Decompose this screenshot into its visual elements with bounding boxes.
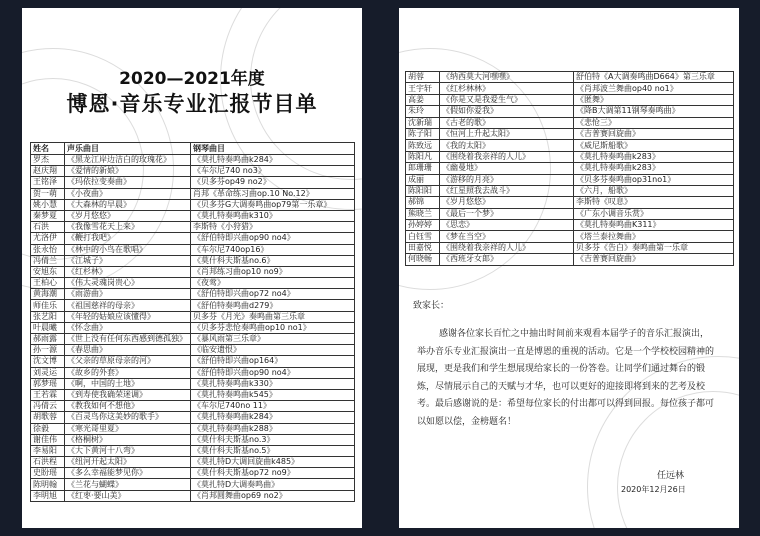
table-row [406,106,734,117]
letter-body: 感谢各位家长百忙之中抽出时间前来观看本届学子的音乐汇报演出，举办音乐专业汇报演出一直是博恩的重视的活动。它是一个学校校园精神的展现，更是我们和学生想展现给家长的一份答卷。让同学们通过舞台的锻炼，尽情展示自己的天赋与才华，也可以更好的迎接即将到来的艺考及校考。最后感谢说的是：希望每位家长的付出都可以得到回报。每位孩子都可以如愿以偿，金榜题名！ [417,329,715,427]
piano-piece: 《临安遗恨》 [191,345,355,356]
table-row [406,94,734,105]
table-row [406,83,734,94]
table-row [31,479,355,490]
student-name: 郝锦 [406,197,440,208]
vocal-piece: 《我像雪花天上来》 [65,222,191,233]
student-name: 朱玲 [406,106,440,117]
program-table-left-body [31,155,355,502]
table-row [31,468,355,479]
program-page-right [399,8,739,528]
vocal-piece: 《围绕着我亲祥的人儿》 [440,242,574,253]
table-row [31,266,355,277]
vocal-piece: 《梦在当空》 [440,231,574,242]
piano-piece: 《莫扎特奏鸣曲k283》 [574,163,734,174]
table-row [406,185,734,196]
table-row [406,197,734,208]
student-name: 黄海潮 [31,289,65,300]
student-name: 孙一源 [31,345,65,356]
vocal-piece: 《小夜曲》 [65,188,191,199]
letter-signature: 任远林 [657,471,685,481]
student-name: 郝雨露 [31,334,65,345]
table-row [31,244,355,255]
piano-piece: 《舒伯特奏鸣曲d279》 [191,300,355,311]
table-row [31,155,355,166]
student-name: 李明旭 [31,490,65,501]
table-row [406,231,734,242]
piano-piece: 《莫扎特D大调回旋曲k485》 [191,457,355,468]
table-row [406,117,734,128]
program-page-left [22,8,362,528]
piano-piece: 《贝多芬op49 no2》 [191,177,355,188]
vocal-piece: 《你是又是我爱生气》 [440,94,574,105]
piano-piece: 《暴风雨第三乐章》 [191,334,355,345]
student-name: 陈阳凡 [406,151,440,162]
piano-piece: 《广东小调音乐赏》 [574,208,734,219]
vocal-piece: 《江城子》 [65,255,191,266]
vocal-piece: 《啊，中国的土地》 [65,378,191,389]
header-name: 姓名 [31,143,65,155]
student-name: 胡歌蓉 [31,412,65,423]
vocal-piece: 《大下黄河十八弯》 [65,445,191,456]
table-row [31,490,355,501]
vocal-piece: 《格桐树》 [65,434,191,445]
table-row [31,233,355,244]
student-name: 秦梦夏 [31,210,65,221]
piano-piece: 《莫扎特奏鸣曲k330》 [191,378,355,389]
vocal-piece: 《故乡的外套》 [65,367,191,378]
table-row [31,412,355,423]
header-piano: 钢琴曲目 [191,143,355,155]
table-header-row [31,143,355,155]
piano-piece: 《车尔尼740 no3》 [191,166,355,177]
table-row [31,199,355,210]
piano-piece: 《降B大调第11钢琴奏鸣曲》 [574,106,734,117]
student-name: 陈致远 [406,140,440,151]
student-name: 王宇轩 [406,83,440,94]
vocal-piece: 《大森林的早晨》 [65,199,191,210]
piano-piece: 贝多芬《月光》奏鸣曲第三乐章 [191,311,355,322]
vocal-piece: 《教我如何不想他》 [65,401,191,412]
student-name: 郭梦瑶 [31,378,65,389]
vocal-piece: 《岁月悠悠》 [440,197,574,208]
letter-date: 2020年12月26日 [621,485,686,494]
piano-piece: 《莫扎特D大调奏鸣曲》 [191,479,355,490]
vocal-piece: 《春思曲》 [65,345,191,356]
piano-piece: 《莫什科夫斯基no.5》 [191,445,355,456]
student-name: 孙婷婷 [406,220,440,231]
student-name: 王若霖 [31,389,65,400]
vocal-piece: 《鞭打我吧》 [65,233,191,244]
piano-piece: 《舒伯特即兴曲op90 no4》 [191,233,355,244]
piano-piece: 《车尔尼740op16》 [191,244,355,255]
piano-piece: 《匿舞》 [574,94,734,105]
student-name: 王柏心 [31,278,65,289]
student-name: 冯倩兰 [31,255,65,266]
piano-piece: 李斯特《小狩猎》 [191,222,355,233]
student-name: 安旭东 [31,266,65,277]
table-row [31,210,355,221]
vocal-piece: 《红枣·要山美》 [65,490,191,501]
piano-piece: 李斯特《叹息》 [574,197,734,208]
vocal-piece: 《古老的歌》 [440,117,574,128]
student-name: 王铭泽 [31,177,65,188]
student-name: 石洪 [31,222,65,233]
vocal-piece: 《围绕着我亲祥的人儿》 [440,151,574,162]
piano-piece: 《舒伯特即兴曲op90 no4》 [191,367,355,378]
piano-piece: 《肖邦练习曲op10 no9》 [191,266,355,277]
student-name: 刘灵运 [31,367,65,378]
table-row [406,140,734,151]
letter-salutation: 致家长： [413,301,450,311]
student-name: 谢佳伟 [31,434,65,445]
student-name: 高姜 [406,94,440,105]
table-row [31,457,355,468]
piano-piece: 《夜莺》 [191,278,355,289]
table-row [31,177,355,188]
student-name: 沈新瑞 [406,117,440,128]
table-row [31,434,355,445]
student-name: 成丽 [406,174,440,185]
table-row [406,174,734,185]
table-row [31,345,355,356]
table-row [31,278,355,289]
vocal-piece: 《年轻的姑娘应该懂得》 [65,311,191,322]
program-year-title: 2020—2021年度 [119,69,265,89]
piano-piece: 《车尔尼740no 11》 [191,401,355,412]
vocal-piece: 《红杉林》 [65,266,191,277]
student-name: 石洪程 [31,457,65,468]
piano-piece: 《莫扎特奏鸣曲k545》 [191,389,355,400]
vocal-piece: 《西班牙女郎》 [440,254,574,265]
piano-piece: 《威尼斯船歌》 [574,140,734,151]
program-table-right-body [406,72,734,266]
piano-piece: 贝多芬《告白》奏鸣曲第一乐章 [574,242,734,253]
vocal-piece: 《到寿使我确荣迷调》 [65,389,191,400]
vocal-piece: 《父亲的草原母亲的河》 [65,356,191,367]
vocal-piece: 《纳西莫大河嘿嘿》 [440,72,574,83]
vocal-piece: 《岁月悠悠》 [65,210,191,221]
header-vocal: 声乐曲目 [65,143,191,155]
piano-piece: 《六月，船歌》 [574,185,734,196]
student-name: 师佳乐 [31,300,65,311]
piano-piece: 《莫什科夫斯基no.3》 [191,434,355,445]
student-name: 陈明翰 [31,479,65,490]
table-row [31,222,355,233]
table-row [406,208,734,219]
vocal-piece: 《怀念曲》 [65,322,191,333]
program-table-right [405,71,734,266]
vocal-piece: 《幽曼地》 [440,163,574,174]
student-name: 何晓畅 [406,254,440,265]
program-table-left [30,142,355,502]
piano-piece: 《吉普赛回旋曲》 [574,254,734,265]
student-name: 沈文博 [31,356,65,367]
student-name: 赵庆翔 [31,166,65,177]
table-row [31,334,355,345]
student-name: 陈阳阳 [406,185,440,196]
piano-piece: 《贝多芬悲怆奏鸣曲op10 no1》 [191,322,355,333]
table-row [31,401,355,412]
student-name: 郎珊珊 [406,163,440,174]
student-name: 冯倩云 [31,401,65,412]
vocal-piece: 《我的太阳》 [440,140,574,151]
student-name: 罗杰 [31,155,65,166]
student-name: 田嘉悦 [406,242,440,253]
vocal-piece: 《百灵鸟你这美妙的歌手》 [65,412,191,423]
vocal-piece: 《雨游曲》 [65,289,191,300]
vocal-piece: 《多么幸福能梦见你》 [65,468,191,479]
table-row [31,367,355,378]
piano-piece: 《贝多芬奏鸣曲op31no1》 [574,174,734,185]
student-name: 徐毅 [31,423,65,434]
vocal-piece: 《伟大灵魂岗贵心》 [65,278,191,289]
vocal-piece: 《黑龙江岸边洁白的玫瑰花》 [65,155,191,166]
piano-piece: 《莫什科夫斯基no.6》 [191,255,355,266]
table-row [31,255,355,266]
table-row [31,289,355,300]
table-row [406,220,734,231]
piano-piece: 《莫扎特奏鸣曲k284》 [191,412,355,423]
table-row [406,242,734,253]
vocal-piece: 《兰花与蝴蝶》 [65,479,191,490]
vocal-piece: 《寒光哥里夏》 [65,423,191,434]
student-name: 姚小慧 [31,199,65,210]
piano-piece: 《莫什科夫斯基op72 no9》 [191,468,355,479]
student-name: 史盼瑶 [31,468,65,479]
student-name: 尤洛伊 [31,233,65,244]
piano-piece: 《悲怆三》 [574,117,734,128]
table-row [406,72,734,83]
piano-piece: 《莫扎特奏鸣曲k283》 [574,151,734,162]
piano-piece: 舒伯特《A大调奏鸣曲D664》第三乐章 [574,72,734,83]
student-name: 李易阳 [31,445,65,456]
vocal-piece: 《纽河开起太阳》 [65,457,191,468]
table-row [31,166,355,177]
vocal-piece: 《世上没有任何东西感到德孤独》 [65,334,191,345]
student-name: 陈子阳 [406,128,440,139]
table-row [31,311,355,322]
piano-piece: 《肖邦圆舞曲op69 no2》 [191,490,355,501]
student-name: 张艺阳 [31,311,65,322]
table-row [31,356,355,367]
student-name: 熊晓兰 [406,208,440,219]
piano-piece: 《莫扎特奏鸣曲k288》 [191,423,355,434]
vocal-piece: 《假如你爱我》 [440,106,574,117]
table-row [406,128,734,139]
vocal-piece: 《林中的小鸟在歌唱》 [65,244,191,255]
vocal-piece: 《最后一个梦》 [440,208,574,219]
student-name: 白钰雪 [406,231,440,242]
piano-piece: 《莫扎特奏鸣曲k310》 [191,210,355,221]
table-row [406,254,734,265]
table-row [406,163,734,174]
piano-piece: 《肖邦波兰舞曲op40 no1》 [574,83,734,94]
student-name: 张永怡 [31,244,65,255]
vocal-piece: 《思恋》 [440,220,574,231]
program-title: 博恩·音乐专业汇报节目单 [66,92,318,116]
piano-piece: 肖邦《革命练习曲op.10 No.12》 [191,188,355,199]
piano-piece: 《莫扎特奏鸣曲K311》 [574,220,734,231]
table-row [31,423,355,434]
table-row [31,378,355,389]
vocal-piece: 《红星照我去战斗》 [440,185,574,196]
student-name: 胡蓉 [406,72,440,83]
vocal-piece: 《红杉林林》 [440,83,574,94]
table-row [406,151,734,162]
table-row [31,389,355,400]
vocal-piece: 《爱情的新娘》 [65,166,191,177]
table-row [31,300,355,311]
table-row [31,322,355,333]
vocal-piece: 《祖国慈祥的母亲》 [65,300,191,311]
piano-piece: 《塔兰泰拉舞曲》 [574,231,734,242]
vocal-piece: 《玛依拉变奏曲》 [65,177,191,188]
vocal-piece: 《游移的月亮》 [440,174,574,185]
student-name: 贺一萌 [31,188,65,199]
student-name: 叶晨曦 [31,322,65,333]
piano-piece: 《舒伯特即兴曲op72 no4》 [191,289,355,300]
piano-piece: 《莫扎特奏鸣曲k284》 [191,155,355,166]
piano-piece: 《贝多芬G大调奏鸣曲op79第一乐章》 [191,199,355,210]
piano-piece: 《舒伯特即兴曲op164》 [191,356,355,367]
vocal-piece: 《恒河上升起太阳》 [440,128,574,139]
table-row [31,445,355,456]
piano-piece: 《吉普赛回旋曲》 [574,128,734,139]
table-row [31,188,355,199]
